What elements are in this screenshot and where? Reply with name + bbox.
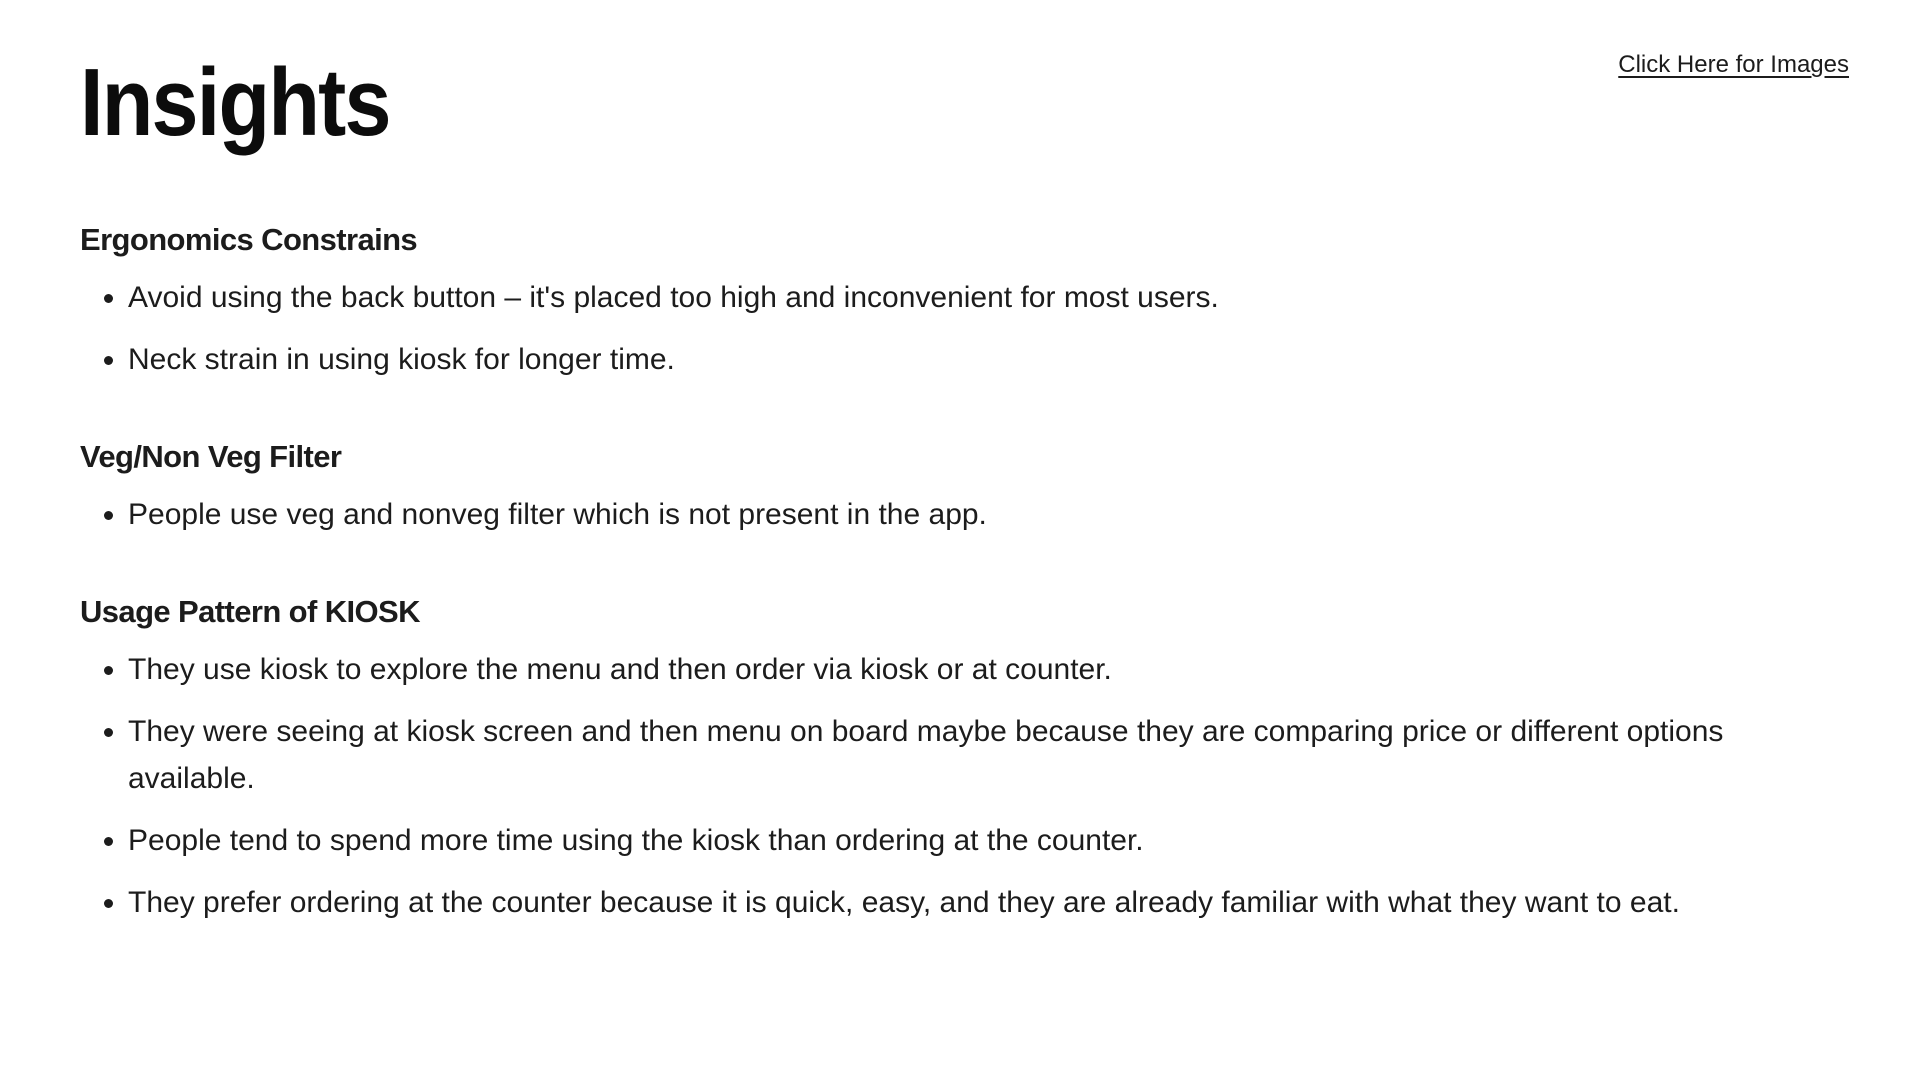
- images-link[interactable]: Click Here for Images: [1618, 51, 1849, 78]
- section-usage-pattern: [80, 590, 1840, 926]
- section-heading: Veg/Non Veg Filter: [80, 439, 342, 474]
- list-item: • Neck strain in using kiosk for longer time.: [128, 336, 1840, 383]
- section-ergonomics: [80, 218, 1840, 383]
- section-heading: Usage Pattern of KIOSK: [80, 594, 420, 629]
- section-veg-filter: [80, 435, 1840, 538]
- section-heading: Ergonomics Constrains: [80, 222, 418, 257]
- bullet-list: [80, 274, 1840, 383]
- list-item: • People use veg and nonveg filter which is not present in the app.: [128, 491, 1840, 538]
- list-item: • They were seeing at kiosk screen and then menu on board maybe because they are comparing price or different options available.: [128, 708, 1840, 802]
- list-item: • They use kiosk to explore the menu and then order via kiosk or at counter.: [128, 646, 1840, 693]
- list-item: • They prefer ordering at the counter because it is quick, easy, and they are already familiar with what they want to eat.: [128, 879, 1840, 926]
- bullet-list: [80, 491, 1840, 538]
- bullet-list: [80, 646, 1840, 926]
- list-item: • People tend to spend more time using the kiosk than ordering at the counter.: [128, 817, 1840, 864]
- list-item: • Avoid using the back button – it's placed too high and inconvenient for most users.: [128, 274, 1840, 321]
- page-title: Insights: [80, 49, 390, 156]
- insights-content: [80, 218, 1840, 978]
